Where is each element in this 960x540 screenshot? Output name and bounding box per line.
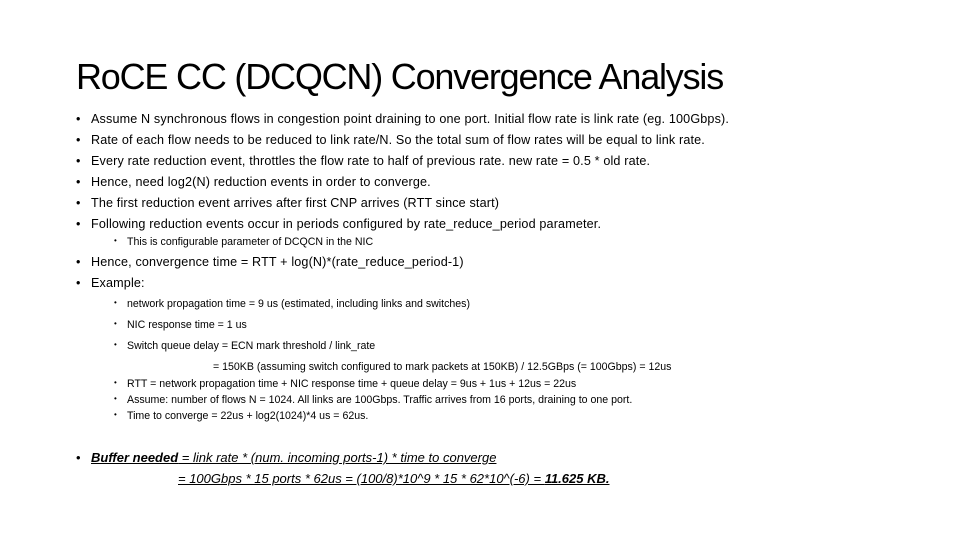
bullet-marker: • [76,175,81,189]
list-item [76,175,431,189]
bullet-marker: • [76,154,81,168]
list-item [76,112,730,126]
list-item-text: Every rate reduction event, throttles the flow rate to half of previous rate. new rate = 0.5 * old rate. [91,154,651,168]
bullet-marker: • [76,196,81,210]
bullet-marker: • [114,340,117,349]
buffer-needed-line [76,450,497,465]
sub-list-item [114,378,577,390]
buffer-needed-formula: = link rate * (num. incoming ports-1) * time to converge [178,450,497,465]
sub-list-item [114,410,369,422]
sub-list-item-text: network propagation time = 9 us (estimated, including links and switches) [127,298,470,310]
sub-list-item [114,340,376,352]
sub-list-item-text: NIC response time = 1 us [127,319,247,331]
sub-list-item-text: RTT = network propagation time + NIC response time + queue delay = 9us + 1us + 12us = 22us [127,378,577,390]
list-item [76,154,651,168]
bullet-marker: • [114,378,117,387]
sub-list-item-text: Time to converge = 22us + log2(1024)*4 us = 62us. [127,410,369,422]
bullet-marker: • [76,217,81,231]
list-item [76,196,500,210]
bullet-marker: • [76,276,81,290]
buffer-needed-label: Buffer needed [91,450,179,465]
sub-list-item [114,319,247,331]
bullet-marker: • [114,236,117,245]
sub-list-item [114,298,470,310]
list-item [76,133,705,147]
bullet-marker: • [114,394,117,403]
list-item-text: Hence, need log2(N) reduction events in order to converge. [91,175,431,189]
list-item-text: Following reduction events occur in periods configured by rate_reduce_period parameter. [91,217,602,231]
list-item [76,217,602,231]
list-item-text: Example: [91,276,145,290]
continuation-text: = 150KB (assuming switch configured to mark packets at 150KB) / 12.5GBps (= 100Gbps) = 12us [213,361,672,373]
sub-list-item [114,394,633,406]
list-item-text: Hence, convergence time = RTT + log(N)*(rate_reduce_period-1) [91,255,464,269]
bullet-marker: • [76,450,81,465]
sub-list-item-text: Switch queue delay = ECN mark threshold / link_rate [127,340,376,352]
list-item-text: Rate of each flow needs to be reduced to link rate/N. So the total sum of flow rates will be equal to link rate. [91,133,705,147]
buffer-calculation-text: = 100Gbps * 15 ports * 62us = (100/8)*10^9 * 15 * 62*10^(-6) = [178,471,545,486]
bullet-marker: • [76,133,81,147]
sub-list-item-text: This is configurable parameter of DCQCN in the NIC [127,236,374,248]
sub-list-item [114,236,374,248]
list-item-text: The first reduction event arrives after first CNP arrives (RTT since start) [91,196,500,210]
sub-list-item-text: Assume: number of flows N = 1024. All links are 100Gbps. Traffic arrives from 16 ports, draining to one port. [127,394,633,406]
buffer-result: 11.625 KB. [544,471,610,486]
bullet-marker: • [76,112,81,126]
list-item [76,276,145,290]
bullet-marker: • [76,255,81,269]
bullet-marker: • [114,319,117,328]
list-item-text: Assume N synchronous flows in congestion point draining to one port. Initial flow rate is link rate (eg. 100Gbps). [91,112,730,126]
list-item [76,255,464,269]
bullet-marker: • [114,298,117,307]
switch-delay-continuation [213,361,671,373]
slide-title: RoCE CC (DCQCN) Convergence Analysis [76,56,724,97]
buffer-needed-calculation [178,471,609,486]
bullet-marker: • [114,410,117,419]
